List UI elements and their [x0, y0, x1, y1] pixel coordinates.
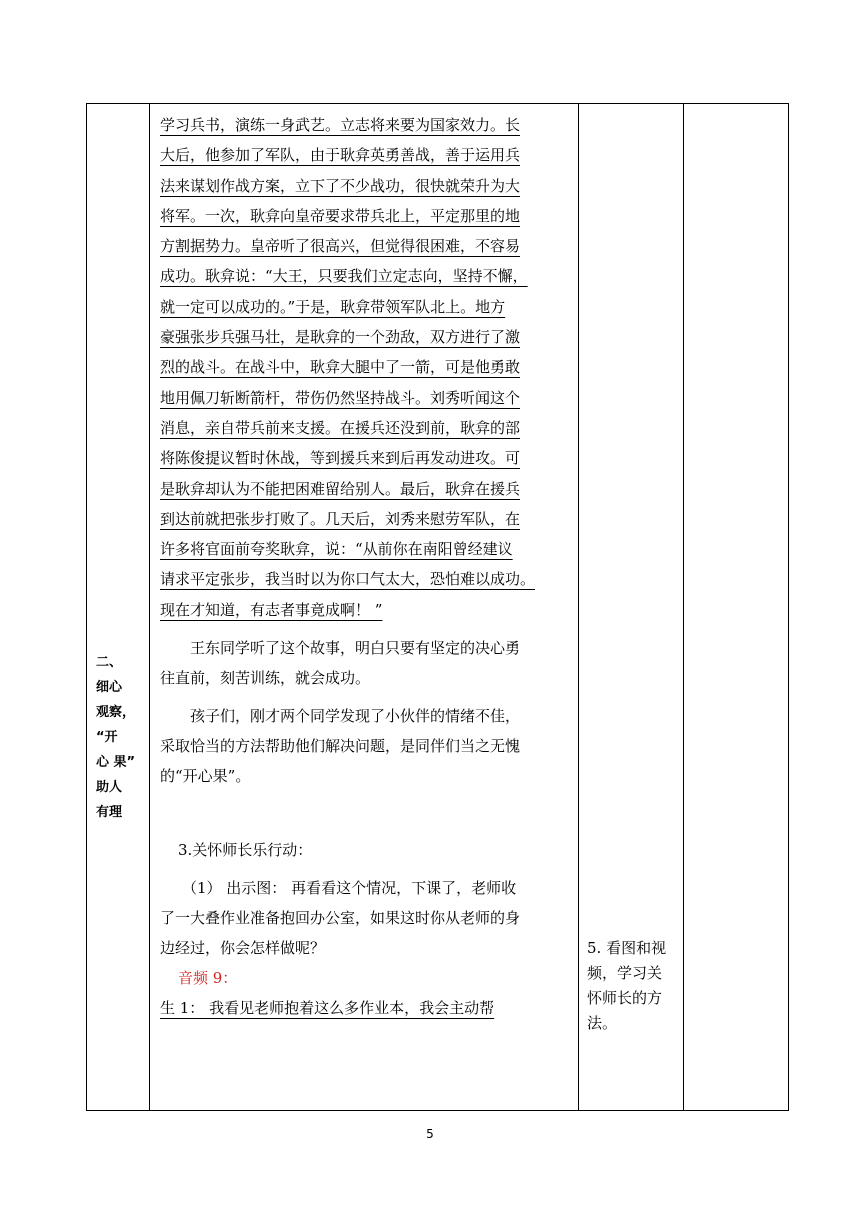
story-line: 大后，他参加了军队，由于耿弇英勇善战，善于运用兵: [160, 146, 521, 165]
paragraph-line: 的“开心果”。: [160, 767, 251, 786]
story-line: 烈的战斗。在战斗中，耿弇大腿中了一箭，可是他勇敢: [160, 358, 521, 377]
story-line: 请求平定张步，我当时以为你口气太大，恐怕难以成功。: [160, 570, 536, 589]
story-line: 现在才知道，有志者事竟成啊！ ”: [160, 600, 383, 619]
story-line: 将军。一次，耿弇向皇帝要求带兵北上，平定那里的地: [160, 206, 521, 225]
section-title-line: 观察，: [96, 704, 136, 720]
activity-text: [579, 104, 683, 1036]
section-cell: [87, 104, 150, 1111]
subheading: [160, 835, 568, 865]
activity-line: 怀师长的方: [587, 989, 663, 1007]
paragraph-line: （1） 出示图： 再看看这个情况，下课了，老师收: [182, 879, 517, 898]
teacher-paragraph: [160, 701, 568, 791]
section-title-line: “开: [96, 729, 118, 745]
story-line: 方割据势力。皇帝听了很高兴，但觉得很困难，不容易: [160, 237, 521, 256]
prompt-paragraph: [160, 873, 568, 963]
story-line: 将陈俊提议暂时休战，等到援兵来到后再发动进攻。可: [160, 449, 521, 468]
lesson-plan-table: [86, 103, 789, 1111]
activity-cell: [579, 104, 684, 1111]
section-title-line: 有理: [96, 804, 123, 820]
page-number: 5: [426, 1127, 434, 1141]
story-line: 许多将官面前夸奖耿弇，说：“从前你在南阳曾经建议: [160, 540, 513, 559]
story-line: 学习兵书，演练一身武艺。立志将来要为国家效力。长: [160, 116, 521, 134]
paragraph-line: 边经过，你会怎样做呢？: [160, 939, 326, 958]
main-content-cell: [150, 104, 579, 1111]
story-line: 是耿弇却认为不能把困难留给别人。最后，耿弇在援兵: [160, 479, 521, 498]
story-line: 成功。耿弇说：“大王，只要我们立定志向，坚持不懈，: [160, 267, 528, 286]
section-title: [87, 390, 149, 825]
story-line: 法来谋划作战方案，立下了不少战功，很快就荣升为大: [160, 176, 521, 195]
section-title-line: 助人: [96, 779, 123, 795]
paragraph-line: 孩子们，刚才两个同学发现了小伙伴的情绪不佳，: [190, 707, 521, 726]
activity-line: 频，学习关: [587, 964, 663, 982]
audio-label: [160, 963, 568, 993]
paragraph-line: 往直前，刻苦训练，就会成功。: [160, 669, 371, 688]
student-response-text: 生 1： 我看见老师抱着这么多作业本，我会主动帮: [160, 999, 495, 1018]
story-line: 消息，亲自带兵前来支援。在援兵还没到前，耿弇的部: [160, 418, 521, 437]
student-response: [160, 993, 568, 1023]
paragraph-line: 了一大叠作业准备抱回办公室，如果这时你从老师的身: [160, 909, 521, 928]
story-text: [160, 110, 568, 625]
story-line: 地用佩刀斩断箭杆，带伤仍然坚持战斗。刘秀听闻这个: [160, 388, 521, 407]
audio-label-text: 音频 9：: [178, 969, 238, 988]
subheading-text: 3.关怀师长乐行动：: [178, 841, 313, 860]
paragraph-line: 王东同学听了这个故事，明白只要有坚定的决心勇: [190, 639, 521, 658]
story-line: 豪强张步兵强马壮，是耿弇的一个劲敌，双方进行了激: [160, 328, 521, 347]
summary-paragraph: [160, 633, 568, 693]
section-title-line: 二、: [96, 654, 123, 670]
activity-line: 法。: [587, 1014, 618, 1032]
paragraph-line: 采取恰当的方法帮助他们解决问题，是同伴们当之无愧: [160, 737, 521, 756]
activity-line: 5. 看图和视: [587, 939, 667, 957]
story-line: 就一定可以成功的。”于是，耿弇带领军队北上。地方: [160, 297, 506, 316]
table-row: [87, 104, 789, 1111]
section-title-line: 细心: [96, 679, 123, 695]
section-title-line: 心 果”: [96, 754, 136, 770]
story-line: 到达前就把张步打败了。几天后，刘秀来慰劳军队，在: [160, 509, 521, 528]
notes-cell: [684, 104, 789, 1111]
